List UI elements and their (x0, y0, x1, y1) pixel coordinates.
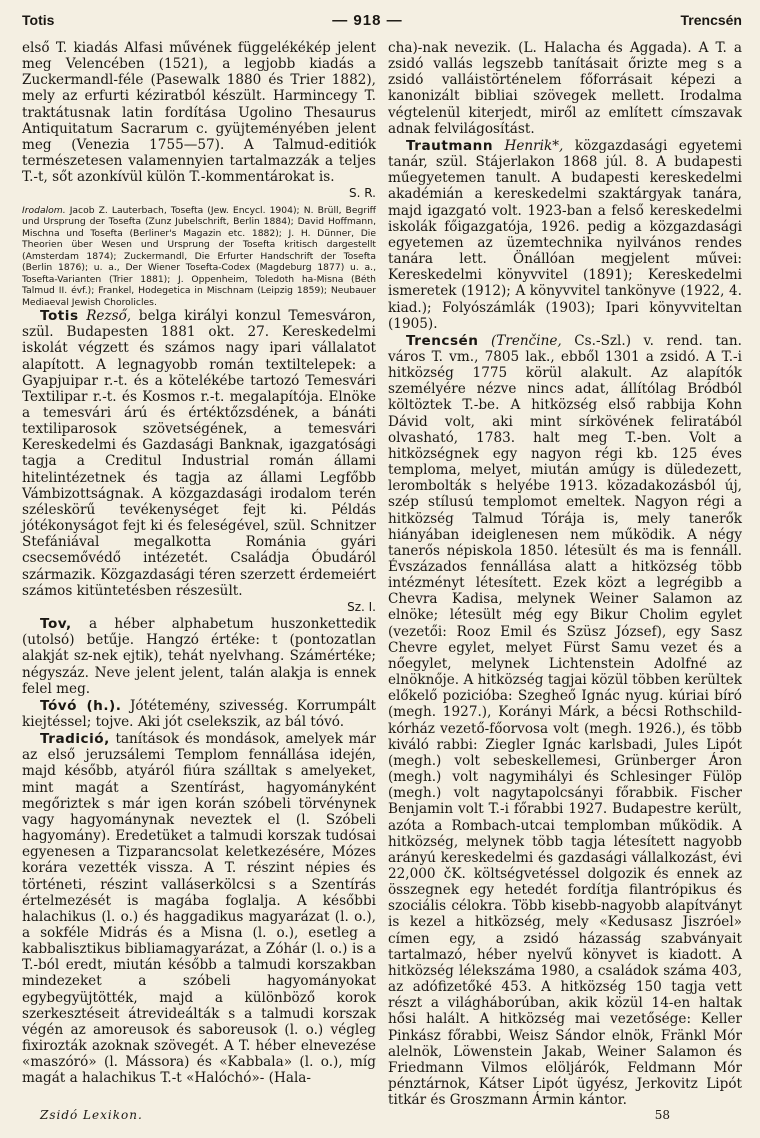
entry-headword: Tov, (40, 616, 72, 633)
page-footer (40, 1108, 670, 1122)
right-column (388, 40, 742, 1109)
entry-tov (22, 616, 376, 697)
entry-headword: Tradició, (40, 731, 110, 748)
entry-totis (22, 308, 376, 615)
entry-tovo (22, 698, 376, 730)
footer-sheet-number: 58 (654, 1108, 670, 1122)
footer-publication-title: Zsidó Lexikon. (40, 1108, 143, 1122)
tosefta-text: első T. kiadás Alfasi művének függelékékép jelent meg Velencében (1521), a legjobb kiadás a Zuckermandl-féle (Pasewalk 1880 és Trier 1882), mely az erfurti kéziratból készült. Harmincegy T. traktátusnak latin fordítása Ugolino Thesaurus Antiquitatum Sacrarum c. gyüjteményében jelent meg (Venezia 1755—57). A Talmud-editiók természetesen valamennyien tartalmazzák a teljes T.-t, sőt azonkívül külön T.-kommentárokat is. (22, 40, 376, 186)
entry-text: tanítások és mondások, amelyek már az első jeruzsálemi Templom fennállása idején, majd később, atyáról fiúra szálltak s amelyeket, mint magát a Szentírást, hagyományként megőriztek s már igen korán szóbeli törvénynek vagy hagyománynak neveztek el (l. Szóbeli hagyomány). Eredetüket a talmudi korszak tudósai egyenesen a Tizparancsolat keletkezésére, Mózes korára vezették vissza. A T. részint népies és történeti, részint valláserkölcsi s a Szentírás értelmezését is magába foglalja. A későbbi halachikus (l. o.) és haggadikus magyarázat (l. o.), a sokféle Midrás és a Misna (l. o.), esetleg a kabbalisztikus bibliamagyarázat, a Zóhár (l. o.) is a T.-ból eredt, miután később a talmudi korszakban mindezeket a szóbeli hagyományokat egybegyüjtötték, majd a különböző korok szerkesztéseit átrevideálták s a talmudi korszak végén az amoreusok és saboreusok (l. o.) végleg fixirozták azoknak szövegét. A T. héber elnevezése «maszóró» (l. Mássora) és «Kabbala» (l. o.), míg magát a halachikus T.-t «Halóchó»- (Hala- (22, 731, 376, 1087)
author-signature: Sz. I. (347, 599, 376, 614)
entry-trencsen (388, 333, 742, 1109)
entry-text: a héber alphabetum huszonkettedik (utolsó) betűje. Hangzó értéke: t (pontozatlan alakját sz-nek ejtik), tehát nyelvhang. Számértéke; négyszáz. Neve jelent jelent, talán alakja is ennek felel meg. (22, 616, 376, 697)
page-number-header: — 918 — (332, 12, 403, 29)
header-left-keyword: Totis (22, 12, 55, 28)
bibliography (22, 205, 376, 309)
tradicio-continuation (388, 40, 742, 137)
entry-headword: Tóvó (h.). (40, 697, 122, 714)
entry-text: Cs.-Szl.) v. rend. tan. város T. vm., 7805 lak., ebből 1301 a zsidó. A T.-i hitközség 1775 körül alakult. Az alapítók személyére nézve nincs adat, állítólag Bródból költöztek T.-be. A hitközség első rabbija Kohn Dávid volt, aki mint sírkövének feliratából olvasható, 1783. halt meg T.-ben. Volt a hitközségnek egy nagyon régi kb. 125 éves temploma, melyet, miután amúgy is düledezett, lerombolták s helyébe 1913. közadakozásból új, szép stílusú templomot emeltek. Nagyon régi a hitközség Talmud Tórája is, mely tanerők hiányában ideiglenesen nem működik. A négy tanerős népiskola 1850. létesült és ma is fennáll. Évszázados fennállása alatt a hitközség több intézményt létesített. Ezek közt a legrégibb a Chevra Kadisa, melynek Weiner Salamon az elnöke; létesült még egy Bikur Cholim egylet (vezetői: Rooz Emil és Szüsz József), egy Sasz Chevre egylet, melyet Fürst Samu vezet és a nőegylet, melynek Lichtenstein Adolfné az elnöknője. A hitközség tagjai közül többen kerültek előkelő pozicióba: Szegheő Ignác nyug. kúriai bíró (megh. 1927.), Korányi Márk, a bécsi Rothschild-kórház vezető-főorvosa volt (megh. 1926.), és több kiváló rabbi: Ziegler Ignác karlsbadi, Jules Lipót (megh.) volt sebeskellemesi, Grünberger Áron (megh.) volt nagymihályi és Schlesinger Fülöp (megh.) volt nagytapolcsányi főrabbik. Fischer Benjamin volt T.-i főrabbi 1927. Budapestre került, azóta a Rombach-utcai templomban működik. A hitközség, melynek több tagja létesített nagyobb arányú kereskedelmi és gazdasági vállalkozást, évi 22,000 čK. költségvetéssel dolgozik és ennek az összegnek egy hetedét fordítja filantrópikus és szociális célokra. Több kisebb-nagyobb alapítványt is kezel a hitközség, mely «Kedusasz Jiszróel» címen egy, a zsidó házasság szabványait tartalmazó, héber nyelvű könyvet is kiadott. A hitközség lélekszáma 1980, a családok száma 403, az adófizetőké 453. A hitközség 150 tagja vett részt a világháborúban, akik közül 14-en haltak hősi halált. A hitközség mai vezetősége: Keller Pinkász főrabbi, Weisz Sándor elnök, Fränkl Mór alelnök, Löwenstein Jakab, Weiner Salamon és Friedmann Vilmos elöljárók, Feldmann Mór pénztárnok, Kátser Lipót ügyész, Jerkovitz Lipót titkár és Groszmann Ármin kántor. (388, 332, 742, 1109)
entry-given-name: (Trenčine, (490, 332, 562, 349)
entry-text: közgazdasági egyetemi tanár, szül. Stájerlakon 1868 júl. 8. A budapesti műegyetemen tanult. A budapesti kereskedelmi akadémián a kereskedelmi szaktárgyak tanára, majd igazgató volt. 1923-ban a felső kereskedelmi iskolák főigazgatója, 1926. pedig a közgazdasági egyetemen az üzemtechnika nyilvános rendes tanára lett. Önállóan megjelent művei: Kereskedelmi könyvvitel (1891); Kereskedelmi ismeretek (1912); A könyvvitel tankönyve (1922, 4. kiad.); Folyószámlák (1903); Ipari könyvviteltan (1905). (388, 137, 742, 332)
entry-text: cha)-nak nevezik. (L. Halacha és Aggada). A T. a zsidó vallás legszebb tanításait őrizte meg s a zsidó valláistörténelem főforrásait képezi a kanonizált bibliai szövegek mellett. Irodalma végtelenül kiterjedt, miről az említett címszavak adnak felvilágosítást. (388, 40, 742, 137)
entry-text: belga királyi konzul Temesváron, szül. Budapesten 1881 okt. 27. Kereskedelmi iskolát végzett és számos nagy ipari vállalatot alapított. A legnagyobb román textiltelepek: a Gyapjuipar r.-t. és a kötelékébe tartozó Temesvári Textilipar r.-t. és Kosmos r.-t. megalapítója. Elnöke a temesvári árú és értéktőzsdének, a bánáti textiliparosok szövetségének, a temesvári Kereskedelmi és Gazdasági Banknak, igazgatósági tagja a Creditul Industrial román állami hitelintézetnek és tagja az állami Legfőbb Vámbizottságnak. A közgazdasági irodalom terén széleskörű tevékenységet fejt ki. Példás jótékonyságot fejt ki és feleségével, szül. Schnitzer Stefániával megalkotta Románia gyári csecsemővédő intézetét. Családja Óbudáról származik. Közgazdasági téren szerzett érdemeiért számos kitüntetésben részesült. (22, 308, 376, 599)
bibliography-text: Jacob Z. Lauterbach, Tosefta (Jew. Encycl. 1904); N. Brüll, Begriff und Ursprung der Tosefta (Zunz Jubelschrift, Berlin 1884); David Hoffmann, Mischna und Tosefta (Berliner's Magazin etc. 1882); J. H. Dünner, Die Theorien über Wesen und Ursprung der Tosefta kritisch dargestellt (Amsterdam 1874); Zuckermandl, Die Erfurter Handschrift der Tosefta (Berlin 1876); u. a., Der Wiener Tosefta-Codex (Magdeburg 1877) u. a., Tosefta-Varianten (Trier 1881); J. Oppenheim, Toledoth ha-Misna (Béth Talmud II. évf.); Frankel, Hodegetica in Mischnam (Leipzig 1859); Neubauer Mediaeval Jewish Chorolicles. (22, 204, 377, 308)
header-right-keyword: Trencsén (680, 12, 742, 28)
entry-headword: Totis (40, 308, 79, 325)
running-header (22, 12, 742, 34)
entry-headword: Trautmann (406, 137, 494, 154)
entry-text: Jótétemény, szivesség. Korrumpált kiejtéssel; tojve. Aki jót cselekszik, az bál tóvó. (22, 697, 377, 730)
tosefta-continuation (22, 40, 376, 202)
bibliography-lead: Irodalom. (22, 204, 66, 216)
left-column (22, 40, 376, 1092)
entry-headword: Trencsén (406, 332, 479, 349)
entry-tradicio (22, 731, 376, 1086)
entry-given-name: Henrik*, (504, 137, 564, 154)
entry-trautmann (388, 138, 742, 332)
author-signature: S. R. (349, 186, 376, 201)
entry-given-name: Rezső, (86, 308, 132, 325)
two-column-body (22, 40, 742, 1109)
